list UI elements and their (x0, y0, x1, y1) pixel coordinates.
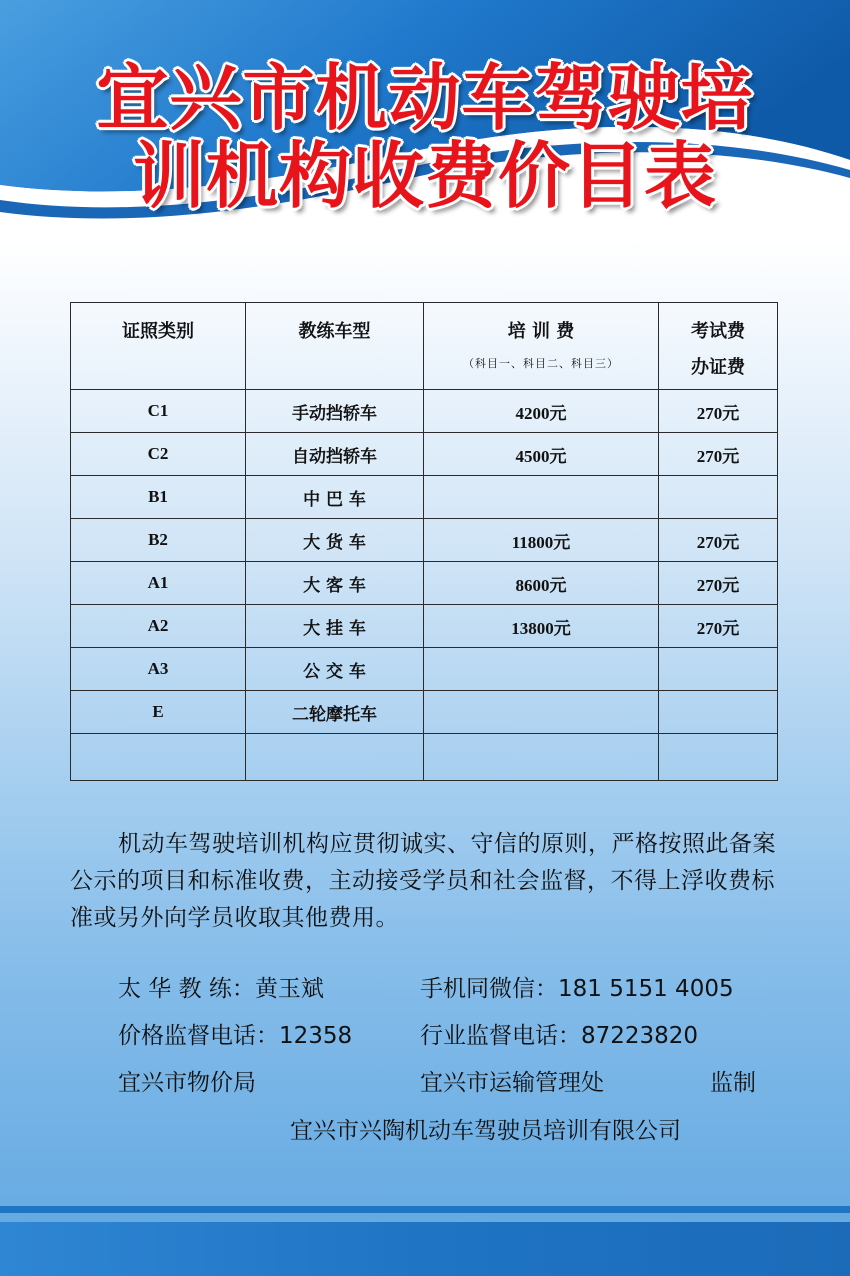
license-class-cell: A3 (71, 648, 246, 691)
training-fee-cell: 13800元 (424, 605, 659, 648)
fee-table-header-row (71, 303, 778, 390)
training-fee-cell (424, 734, 659, 781)
license-class-cell: B2 (71, 519, 246, 562)
bottom-stripe-thin (0, 1206, 850, 1213)
price-bureau: 宜兴市物价局 (118, 1070, 256, 1096)
exam-fee-cell (659, 734, 778, 781)
training-fee-note: （科目一、科目二、科目三） (463, 357, 619, 370)
table-row (71, 433, 778, 476)
table-row (71, 562, 778, 605)
training-fee-cell (424, 648, 659, 691)
exam-fee-cell (659, 476, 778, 519)
vehicle-type-cell (246, 734, 424, 781)
exam-fee-cell (659, 691, 778, 734)
license-class-cell (71, 734, 246, 781)
poster-title-line-1: 宜兴市机动车驾驶培 (96, 56, 754, 140)
industry-hotline: 行业监督电话：87223820 (420, 1023, 699, 1049)
coach-name: 太 华 教 练：黄玉斌 (118, 976, 324, 1002)
notice-paragraph: 机动车驾驶培训机构应贯彻诚实、守信的原则，严格按照此备案公示的项目和标准收费，主动接受学员和社会监督，不得上浮收费标准或另外向学员收取其他费用。 (70, 831, 776, 931)
vehicle-type-cell: 自动挡轿车 (246, 433, 424, 476)
exam-fee-cell: 270元 (659, 519, 778, 562)
bottom-stripe-band (0, 1222, 850, 1276)
poster-title-line-2: 训机构收费价目表 (132, 134, 717, 218)
exam-fee-cell: 270元 (659, 605, 778, 648)
mobile-number: 手机同微信：181 5151 4005 (420, 976, 734, 1002)
exam-fee-cell: 270元 (659, 562, 778, 605)
vehicle-type-cell: 大 货 车 (246, 519, 424, 562)
training-fee-cell (424, 476, 659, 519)
training-fee-cell: 11800元 (424, 519, 659, 562)
supervise-label: 监制 (710, 1070, 756, 1096)
table-row (71, 691, 778, 734)
vehicle-type-cell: 中 巴 车 (246, 476, 424, 519)
license-class-cell: A2 (71, 605, 246, 648)
header-vehicle-type: 教练车型 (246, 303, 424, 390)
price-hotline: 价格监督电话：12358 (118, 1023, 353, 1049)
table-row (71, 390, 778, 433)
company-name: 宜兴市兴陶机动车驾驶员培训有限公司 (290, 1118, 681, 1144)
table-row (71, 519, 778, 562)
license-class-cell: B1 (71, 476, 246, 519)
transport-office: 宜兴市运输管理处 (420, 1070, 604, 1096)
exam-fee-cell (659, 648, 778, 691)
license-class-cell: C1 (71, 390, 246, 433)
table-row (71, 605, 778, 648)
vehicle-type-cell: 大 挂 车 (246, 605, 424, 648)
training-fee-cell (424, 691, 659, 734)
training-fee-cell: 4200元 (424, 390, 659, 433)
table-row (71, 648, 778, 691)
exam-fee-cell: 270元 (659, 390, 778, 433)
training-fee-cell: 8600元 (424, 562, 659, 605)
exam-fee-cell: 270元 (659, 433, 778, 476)
license-class-cell: C2 (71, 433, 246, 476)
header-license-class: 证照类别 (71, 303, 246, 390)
fee-table (70, 302, 778, 781)
training-fee-cell: 4500元 (424, 433, 659, 476)
license-class-cell: A1 (71, 562, 246, 605)
table-row (71, 476, 778, 519)
vehicle-type-cell: 大 客 车 (246, 562, 424, 605)
table-row (71, 734, 778, 781)
header-training-fee: 培 训 费 （科目一、科目二、科目三） (424, 303, 659, 390)
license-class-cell: E (71, 691, 246, 734)
vehicle-type-cell: 手动挡轿车 (246, 390, 424, 433)
vehicle-type-cell: 公 交 车 (246, 648, 424, 691)
vehicle-type-cell: 二轮摩托车 (246, 691, 424, 734)
header-exam-license-fee: 考试费 办证费 (659, 303, 778, 390)
